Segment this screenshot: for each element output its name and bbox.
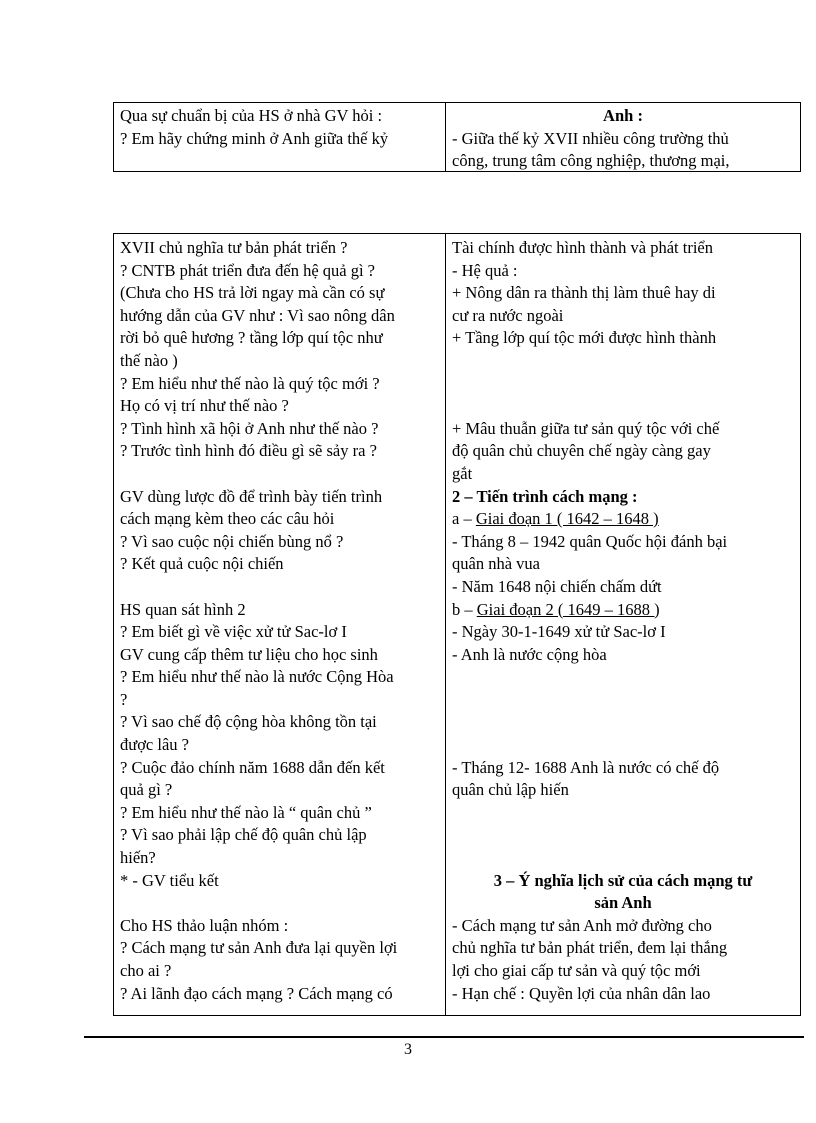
text-line: ? Vì sao phải lập chế độ quân chủ lập (120, 825, 367, 845)
text-line: XVII chủ nghĩa tư bản phát triển ? (120, 238, 348, 257)
footer-divider (84, 1036, 804, 1038)
text-line: - Tháng 12- 1688 Anh là nước có chế độ (452, 757, 720, 777)
text-line: ? Kết quả cuộc nội chiến (120, 554, 284, 574)
text-line: - Anh là nước cộng hòa (452, 644, 607, 664)
text-line: ? Em biết gì về việc xử tử Sac-lơ I (120, 622, 347, 642)
blank-line (452, 802, 794, 825)
text-line: ? Ai lãnh đạo cách mạng ? Cách mạng có (120, 983, 393, 1003)
text-line: Cho HS thảo luận nhóm : (120, 915, 289, 935)
blank-line (452, 711, 794, 734)
text-line: GV cung cấp thêm tư liệu cho học sinh (120, 644, 378, 664)
text-line: độ quân chủ chuyên chế ngày càng gay (452, 441, 711, 461)
text-line: Tài chính được hình thành và phát triển (452, 238, 713, 257)
text-line: rời bỏ quê hương ? tầng lớp quí tộc như (120, 328, 383, 348)
text-line: ? Cách mạng tư sản Anh đưa lại quyền lợi (120, 938, 398, 958)
text-line: ? Em hiểu như thế nào là “ quân chủ ” (120, 802, 372, 822)
text-line: - Hạn chế : Quyền lợi của nhân dân lao (452, 983, 711, 1003)
phase-prefix: a – (452, 509, 476, 529)
text-line: chủ nghĩa tư bản phát triển, đem lại thắng (452, 938, 728, 958)
text-line: + Tầng lớp quí tộc mới được hình thành (452, 328, 717, 348)
blank-line (452, 847, 794, 870)
blank-line (452, 350, 794, 373)
blank-line (452, 689, 794, 712)
text-line: ? CNTB phát triển đưa đến hệ quả gì ? (120, 260, 375, 280)
text-line: + Nông dân ra thành thị làm thuê hay di (452, 283, 716, 303)
blank-line (452, 395, 794, 418)
text-line: ? Em hiểu như thế nào là quý tộc mới ? (120, 373, 380, 393)
blank-line (452, 734, 794, 757)
text-line: ? Em hiểu như thế nào là nước Cộng Hòa (120, 667, 394, 687)
text-line: ? Vì sao chế độ cộng hòa không tồn tại (120, 712, 377, 732)
text-line: - Hệ quả : (452, 260, 518, 280)
text-line: ? Cuộc đảo chính năm 1688 dẫn đến kết (120, 757, 385, 777)
table-main (113, 233, 801, 1016)
text-line: GV dùng lược đồ để trình bày tiến trình (120, 486, 383, 506)
text-line: ? Em hãy chứng minh ở Anh giữa thế kỷ (120, 128, 389, 148)
text-line: Qua sự chuẩn bị của HS ở nhà GV hỏi : (120, 106, 383, 125)
text-line: - Tháng 8 – 1942 quân Quốc hội đánh bại (452, 531, 728, 551)
text-line: cư ra nước ngoài (452, 305, 564, 325)
page-number: 3 (404, 1041, 412, 1058)
text-line: Họ có vị trí như thế nào ? (120, 396, 289, 416)
text-line: hiến? (120, 848, 156, 868)
text-line: ? Tình hình xã hội ở Anh như thế nào ? (120, 418, 379, 438)
text-line: quân chủ lập hiến (452, 780, 569, 800)
blank-line (452, 824, 794, 847)
text-line: (Chưa cho HS trả lời ngay mà cần có sự (120, 283, 385, 303)
text-line: cho ai ? (120, 961, 172, 980)
blank-line (452, 373, 794, 396)
text-line: quân nhà vua (452, 554, 540, 574)
blank-line (452, 666, 794, 689)
phase-2-title (452, 599, 794, 622)
text-line: ? (120, 689, 128, 709)
phase-title: Giai đoạn 2 ( 1649 – 1688 ) (476, 599, 660, 619)
text-line: thế nào ) (120, 350, 178, 370)
text-line: lợi cho giai cấp tư sản và quý tộc mới (452, 961, 701, 980)
table-top-left-cell (114, 103, 446, 171)
table-top (113, 102, 801, 172)
text-line: được lâu ? (120, 735, 189, 755)
text-line: cách mạng kèm theo các câu hỏi (120, 509, 335, 529)
blank-line (120, 463, 439, 486)
text-line: * - GV tiểu kết (120, 870, 219, 890)
table-top-right-cell (446, 103, 800, 171)
text-line: gắt (452, 463, 473, 483)
table-main-right-cell (446, 234, 800, 1015)
text-line: công, trung tâm công nghiệp, thương mại, (452, 151, 730, 171)
text-line: quả gì ? (120, 780, 173, 800)
text-line: + Mâu thuẫn giữa tư sản quý tộc với chế (452, 418, 720, 438)
text-line: - Năm 1648 nội chiến chấm dứt (452, 576, 662, 596)
section-heading: 3 – Ý nghĩa lịch sử của cách mạng tư sản Anh (493, 870, 753, 913)
text-line: - Giữa thế kỷ XVII nhiều công trường thủ (452, 128, 729, 148)
text-line: hướng dẫn của GV như : Vì sao nông dân (120, 305, 395, 325)
blank-line (120, 576, 439, 599)
text-line: ? Trước tình hình đó điều gì sẽ sảy ra ? (120, 441, 377, 461)
text-line: ? Vì sao cuộc nội chiến bùng nổ ? (120, 531, 344, 551)
blank-line (120, 892, 439, 915)
text-line: - Cách mạng tư sản Anh mở đường cho (452, 915, 712, 935)
text-line: HS quan sát hình 2 (120, 599, 246, 619)
phase-prefix: b – (452, 599, 477, 619)
table-main-left-cell (114, 234, 446, 1015)
text-line: - Ngày 30-1-1649 xử tử Sac-lơ I (452, 622, 666, 642)
section-heading: Anh : (603, 106, 643, 125)
phase-title: Giai đoạn 1 ( 1642 – 1648 ) (475, 509, 659, 529)
phase-1-title (452, 508, 794, 531)
section-heading: 2 – Tiến trình cách mạng : (452, 486, 638, 506)
